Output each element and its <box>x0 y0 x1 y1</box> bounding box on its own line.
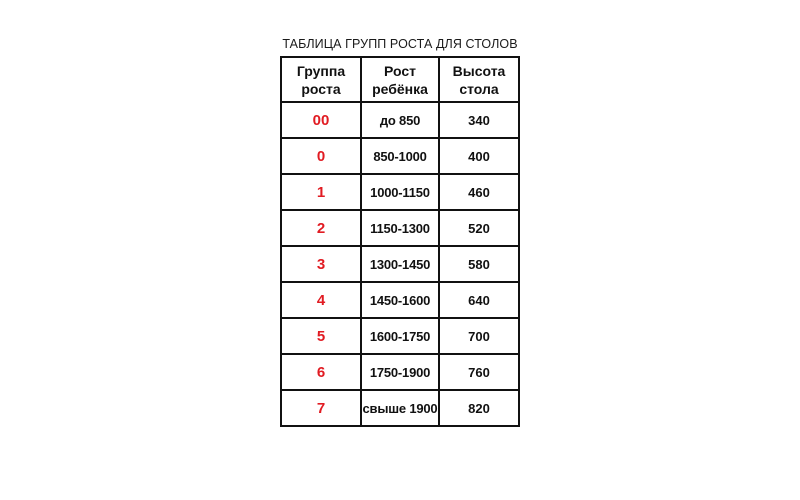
table-row <box>281 174 519 210</box>
table-title: ТАБЛИЦА ГРУПП РОСТА ДЛЯ СТОЛОВ <box>282 37 518 51</box>
child-height-cell: 1000-1150 <box>361 174 439 210</box>
header-child-height-line1: Рост <box>384 62 416 79</box>
table-row <box>281 138 519 174</box>
child-height-cell: свыше 1900 <box>361 390 439 426</box>
table-row <box>281 210 519 246</box>
group-cell: 00 <box>281 102 361 138</box>
desk-height-cell: 580 <box>439 246 519 282</box>
child-height-cell: до 850 <box>361 102 439 138</box>
header-group-line2: роста <box>301 80 341 97</box>
table-row <box>281 102 519 138</box>
header-group <box>281 57 361 102</box>
growth-group-table <box>280 56 520 427</box>
child-height-cell: 1150-1300 <box>361 210 439 246</box>
header-child-height-line2: ребёнка <box>372 80 428 97</box>
desk-height-cell: 640 <box>439 282 519 318</box>
table-row <box>281 318 519 354</box>
desk-height-cell: 400 <box>439 138 519 174</box>
child-height-cell: 850-1000 <box>361 138 439 174</box>
group-cell: 7 <box>281 390 361 426</box>
child-height-cell: 1600-1750 <box>361 318 439 354</box>
header-desk-height-line2: стола <box>459 80 499 97</box>
desk-height-cell: 340 <box>439 102 519 138</box>
child-height-cell: 1750-1900 <box>361 354 439 390</box>
group-cell: 0 <box>281 138 361 174</box>
desk-height-cell: 820 <box>439 390 519 426</box>
group-cell: 2 <box>281 210 361 246</box>
header-group-line1: Группа <box>296 62 346 79</box>
desk-height-cell: 460 <box>439 174 519 210</box>
group-cell: 6 <box>281 354 361 390</box>
table-row <box>281 354 519 390</box>
table-row <box>281 246 519 282</box>
group-cell: 1 <box>281 174 361 210</box>
child-height-cell: 1300-1450 <box>361 246 439 282</box>
table-header-row <box>281 57 519 102</box>
child-height-cell: 1450-1600 <box>361 282 439 318</box>
desk-height-cell: 760 <box>439 354 519 390</box>
desk-height-cell: 700 <box>439 318 519 354</box>
group-cell: 3 <box>281 246 361 282</box>
group-cell: 5 <box>281 318 361 354</box>
header-desk-height <box>439 57 519 102</box>
table-row <box>281 390 519 426</box>
table-row <box>281 282 519 318</box>
header-desk-height-line1: Высота <box>452 62 506 79</box>
group-cell: 4 <box>281 282 361 318</box>
header-child-height <box>361 57 439 102</box>
desk-height-cell: 520 <box>439 210 519 246</box>
